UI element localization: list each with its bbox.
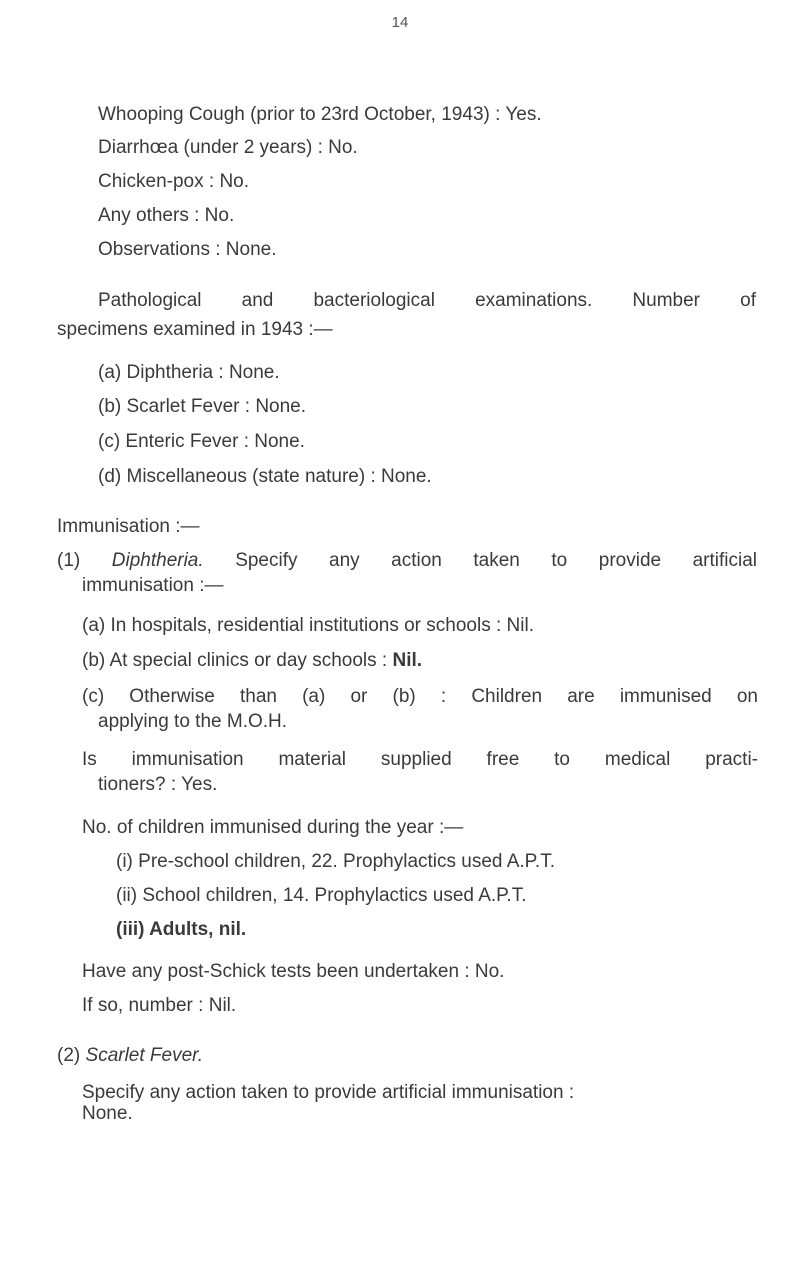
- chicken-pox-line: Chicken-pox : No.: [98, 171, 250, 192]
- children-item-school: (ii) School children, 14. Prophylactics used A.P.T.: [116, 885, 527, 906]
- pathological-heading-line2: specimens examined in 1943 :—: [57, 319, 333, 340]
- scarlet-fever-title: Scarlet Fever.: [85, 1045, 204, 1066]
- diphtheria-item-c-line2: applying to the M.O.H.: [98, 711, 288, 732]
- diphtheria-item-a: [82, 615, 534, 638]
- diphtheria-item-a-value: Nil.: [506, 615, 534, 636]
- diphtheria-item-a-text: (a) In hospitals, residential institutions or schools :: [82, 615, 502, 636]
- diphtheria-number: (1): [57, 550, 81, 571]
- diphtheria-text-line2: immunisation :—: [82, 575, 224, 596]
- diphtheria-heading-line: [57, 550, 757, 573]
- pathological-item-b: (b) Scarlet Fever : None.: [98, 396, 307, 417]
- children-item-preschool: (i) Pre-school children, 22. Prophylactics used A.P.T.: [116, 851, 555, 872]
- observations-line: Observations : None.: [98, 239, 277, 260]
- supplied-line2: tioners? : Yes.: [98, 774, 218, 795]
- scarlet-fever-number: (2): [57, 1045, 81, 1066]
- scarlet-fever-text-line1: Specify any action taken to provide artificial immunisation :: [82, 1082, 575, 1103]
- diphtheria-text-line1: Specify any action taken to provide artificial: [235, 550, 758, 571]
- page-number: 14: [391, 14, 409, 31]
- if-so-line: If so, number : Nil.: [82, 995, 237, 1016]
- diphtheria-item-b-text: (b) At special clinics or day schools :: [82, 650, 388, 671]
- pathological-heading-line1: Pathological and bacteriological examinations. Number of: [98, 290, 756, 311]
- any-others-line: Any others : No.: [98, 205, 235, 226]
- pathological-item-c: (c) Enteric Fever : None.: [98, 431, 305, 452]
- diarrhoea-line: Diarrhœa (under 2 years) : No.: [98, 137, 358, 158]
- scarlet-fever-text-line2: None.: [82, 1103, 133, 1124]
- children-heading: No. of children immunised during the year :—: [82, 817, 464, 838]
- diphtheria-title: Diphtheria.: [111, 550, 204, 571]
- diphtheria-item-b-value: Nil.: [392, 650, 423, 671]
- scarlet-fever-heading: [57, 1045, 203, 1068]
- pathological-item-a: (a) Diphtheria : None.: [98, 362, 280, 383]
- post-schick-line: Have any post-Schick tests been undertaken : No.: [82, 961, 505, 982]
- supplied-line1: Is immunisation material supplied free to medical practi-: [82, 749, 758, 770]
- diphtheria-item-c-line1: (c) Otherwise than (a) or (b) : Children are immunised on: [82, 686, 758, 707]
- whooping-cough-line: Whooping Cough (prior to 23rd October, 1943) : Yes.: [98, 104, 542, 125]
- diphtheria-item-b: [82, 650, 422, 673]
- pathological-item-d: (d) Miscellaneous (state nature) : None.: [98, 466, 432, 487]
- immunisation-heading: Immunisation :—: [57, 516, 200, 537]
- children-item-adults: (iii) Adults, nil.: [116, 919, 247, 940]
